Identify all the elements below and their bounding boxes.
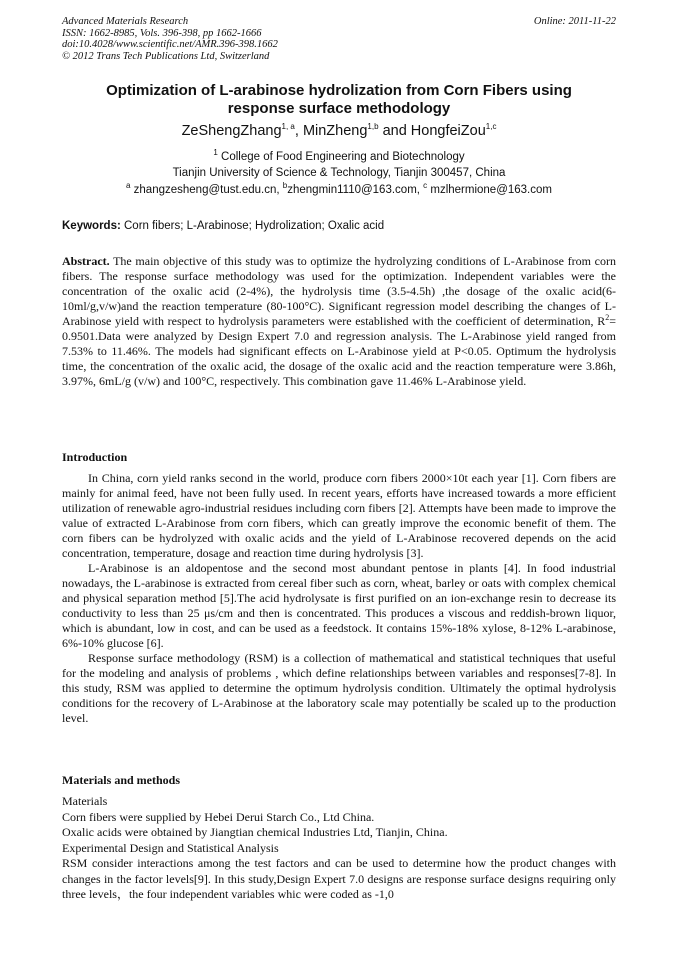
abstract: [62, 254, 616, 389]
author-affil-sup: 1,b: [367, 122, 379, 132]
journal-name: Advanced Materials Research: [62, 16, 189, 27]
journal-header: [62, 16, 616, 62]
abstract-text-part2: = 0.9501.Data were analyzed by Design Expert 7.0 and regression analysis. The L-Arabinose yield ranged from 7.53% to 11.46%. The models had significant effects on L-Arabinose yield at P<0.05. Optimum the hydrolysis time, the concentration of the oxalic acid, the dosage of the oxalic acid and the reaction temperature were 3.86h, 3.97%, 6mL/g (v/w) and 100°C, respectively. This combination gave 11.46% L-Arabinose yield.: [62, 314, 616, 388]
email-sup: b: [282, 181, 288, 191]
introduction-heading: Introduction: [62, 450, 128, 464]
affil-line-2: Tianjin University of Science & Technology, Tianjin 300457, China: [172, 167, 506, 179]
issn-line: ISSN: 1662-8985, Vols. 396-398, pp 1662-1666: [62, 27, 262, 39]
author-separator: ,: [294, 123, 303, 139]
methods-paragraph-rsm: RSM consider interactions among the test factors and can be used to determine how the product changes with changes in the factor levels[9]. In this study,Design Expert 7.0 designs are response surface designs requiring only three levels，the four independent variables whic were coded as -1,0: [62, 856, 616, 901]
email-address: zhangzesheng@tust.edu.cn,: [130, 184, 283, 196]
author-affil-sup: 1,c: [485, 122, 497, 132]
methods-heading: Materials and methods: [62, 773, 180, 787]
abstract-text-part1: The main objective of this study was to optimize the hydrolyzing conditions of L-Arabinose from corn fibers. The response surface methodology was used for the optimization. Independent variables were the concentration of the oxalic acid (2-4%), the hydrolysis time (3.5-4.5h) ,the dosage of the oxalic acid(6-10ml/g,v/w)and the reaction temperature (80-100°C). Significant regression model describing the changes of L-Arabinose yield with respect to hydrolysis parameters were established with the coefficient of determination, R: [62, 254, 616, 328]
affil-line-1: College of Food Engineering and Biotechnology: [217, 151, 465, 163]
email-sup: c: [423, 181, 428, 191]
title-line-1: Optimization of L-arabinose hydrolization from Corn Fibers using: [106, 82, 572, 99]
intro-paragraph-3: Response surface methodology (RSM) is a collection of mathematical and statistical techniques that useful for the modeling and analysis of problems , which define relationships between variables and responses[7-8]. In this study, RSM was applied to determine the optimum hydrolysis condition. Ultimately the optimal hydrolysis conditions for the recovery of L-Arabinose at the laboratory scale may potentially be scaled up to the production level.: [62, 651, 616, 725]
keywords-label: Keywords:: [62, 220, 121, 232]
keywords: [62, 220, 616, 232]
email-address: zhengmin1110@163.com,: [287, 184, 424, 196]
abstract-label: Abstract.: [62, 254, 110, 268]
author-separator: and: [378, 123, 411, 139]
affil-sup: 1: [213, 148, 218, 158]
title-line-2: response surface methodology: [227, 100, 451, 117]
author-list: [62, 123, 616, 139]
affiliation: [62, 149, 616, 181]
doi-line: doi:10.4028/www.scientific.net/AMR.396-398.1662: [62, 39, 278, 50]
introduction-body: [62, 471, 616, 726]
author-affil-sup: 1, a: [281, 122, 295, 132]
methods-line-oxalic-acids: Oxalic acids were obtained by Jiangtian chemical Industries Ltd, Tianjin, China.: [62, 825, 448, 839]
author-name: MinZheng: [302, 123, 368, 139]
copyright-line: © 2012 Trans Tech Publications Ltd, Switzerland: [62, 50, 270, 62]
intro-paragraph-2: L-Arabinose is an aldopentose and the second most abundant pentose in plants [4]. In food industrial nowadays, the L-arabinose is extracted from cereal fiber such as corn, wheat, barley or oats with complex chemical and physical separation method [5].The acid hydrolysate is first purified on an ion-exchange resin to decrease its conductivity to less than 25 μs/cm and then is concentrated. This produces a viscous and reddish-brown liquor, which is abundant, low in cost, and can be used as a feedstock. It contains 15%-18% xylose, 8-12% L-arabinose, 6%-10% glucose [6].: [62, 561, 616, 650]
intro-paragraph-1: In China, corn yield ranks second in the world, produce corn fibers 2000×10t each year [1]. Corn fibers are mainly for animal feed, have not been fully used. In recent years, efforts have increased towards a more efficient utilization of renewable agro-industrial residues including corn fibers [2]. Attempts have been made to improve the value of extracted L-Arabinose from corn fibers, which can greatly improve the economic benefit of them. The corn fibers can be hydrolyzed with oxalic acids and the yield of L-Arabinose recovered depends on the acid concentration, temperature, dosage and reaction time during hydrolysis [3].: [62, 471, 616, 560]
methods-body: [62, 794, 616, 903]
online-date: Online: 2011-11-22: [533, 16, 616, 27]
methods-line-corn-fibers: Corn fibers were supplied by Hebei Derui Starch Co., Ltd China.: [62, 809, 375, 824]
paper-title: [62, 82, 616, 118]
email-sup: a: [126, 181, 131, 191]
r-squared-sup: 2: [605, 313, 610, 322]
methods-subheading-materials: Materials: [62, 794, 108, 808]
email-address: mzlhermione@163.com: [427, 184, 552, 196]
email-list: [62, 181, 616, 196]
methods-subheading-design: Experimental Design and Statistical Analysis: [62, 840, 279, 855]
author-name: ZeShengZhang: [181, 123, 282, 139]
author-name: HongfeiZou: [410, 123, 486, 139]
keywords-text: Corn fibers; L-Arabinose; Hydrolization; Oxalic acid: [120, 220, 385, 232]
